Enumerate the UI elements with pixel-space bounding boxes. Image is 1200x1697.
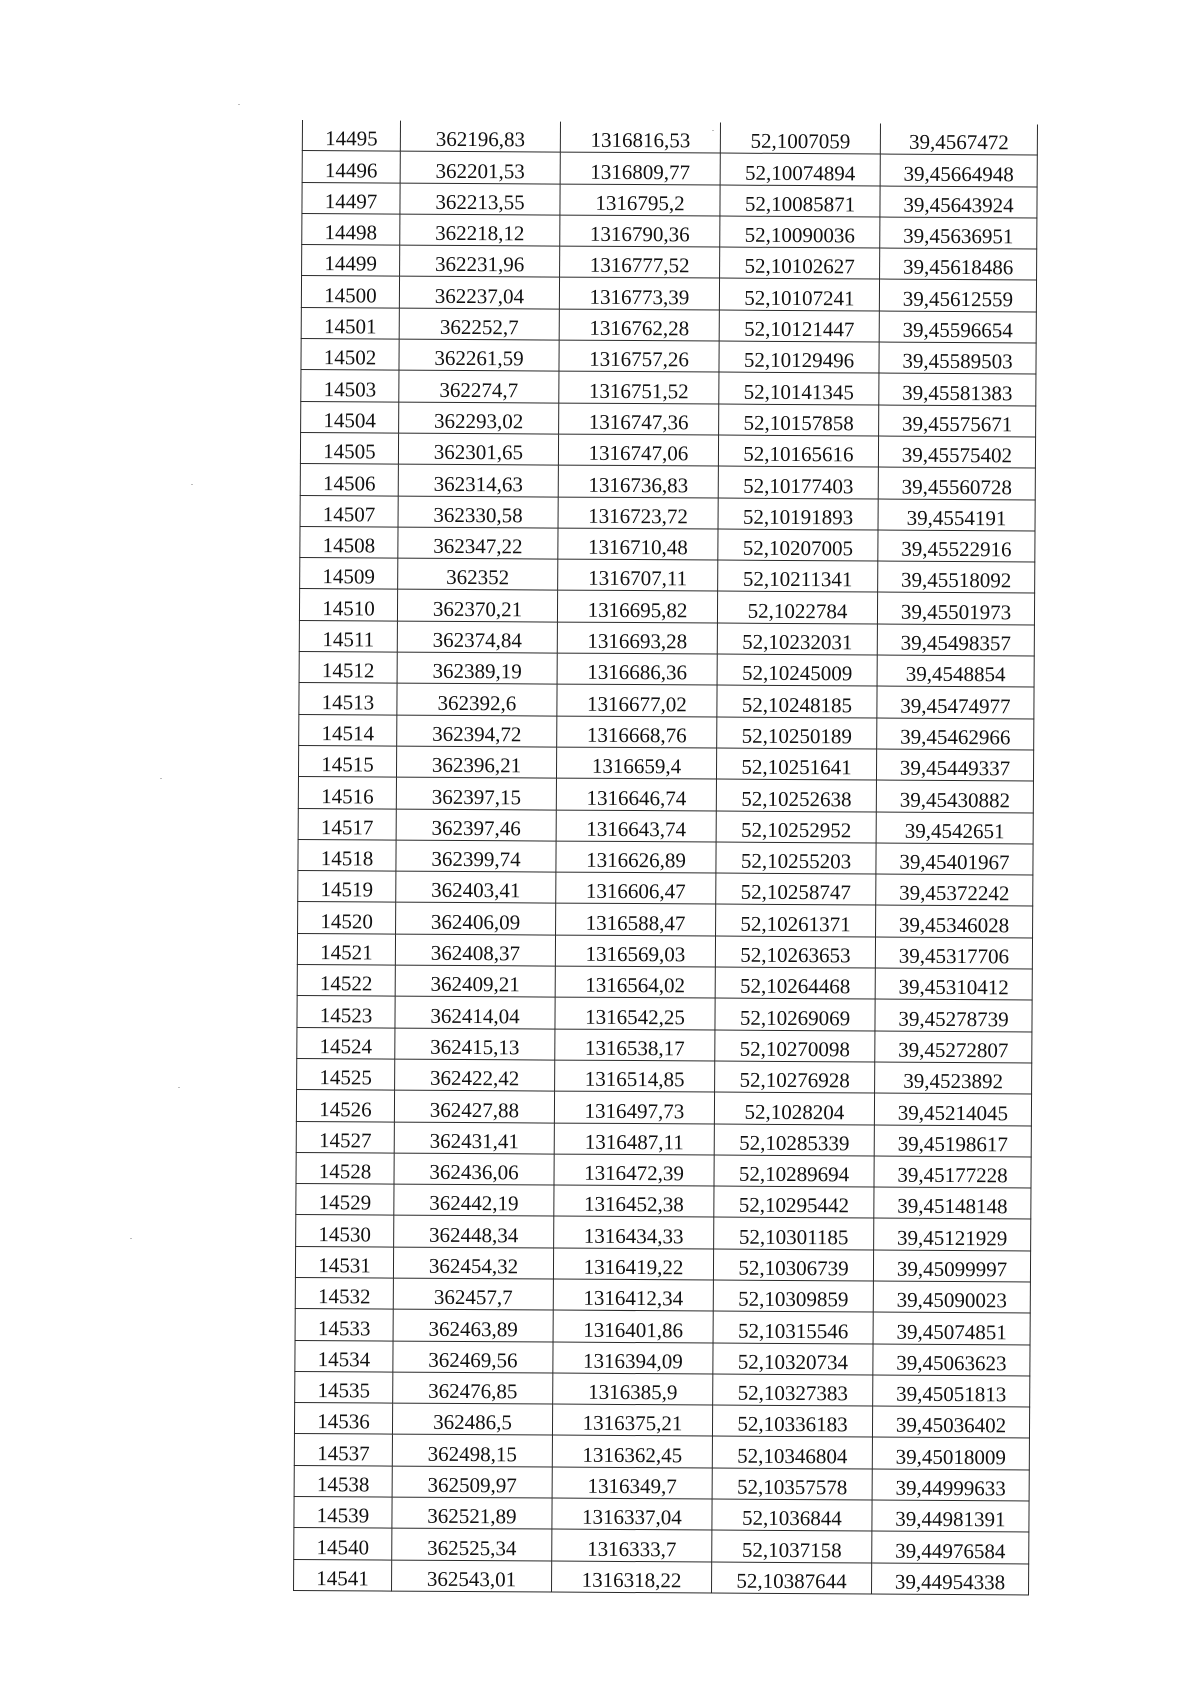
latitude-cell: 52,10270098 <box>715 1030 875 1062</box>
table-row <box>302 151 1037 187</box>
longitude-cell: 39,45272807 <box>875 1031 1032 1063</box>
point-number-cell: 14527 <box>296 1121 394 1153</box>
y-coordinate-cell: 1316514,85 <box>555 1060 715 1092</box>
longitude-cell: 39,45346028 <box>876 905 1033 937</box>
point-number-cell: 14514 <box>299 714 397 746</box>
point-number-cell: 14518 <box>298 839 396 871</box>
table-row <box>294 1434 1029 1470</box>
point-number-cell: 14504 <box>301 401 399 433</box>
y-coordinate-cell: 1316419,22 <box>553 1248 713 1280</box>
x-coordinate-cell: 362454,32 <box>393 1247 553 1279</box>
longitude-cell: 39,45278739 <box>875 999 1032 1031</box>
point-number-cell: 14523 <box>297 996 395 1028</box>
x-coordinate-cell: 362196,83 <box>400 121 560 153</box>
longitude-cell: 39,45198617 <box>874 1125 1031 1157</box>
y-coordinate-cell: 1316394,09 <box>553 1342 713 1374</box>
point-number-cell: 14497 <box>302 182 400 214</box>
longitude-cell: 39,45636951 <box>880 217 1037 249</box>
longitude-cell: 39,45090023 <box>873 1281 1030 1313</box>
point-number-cell: 14511 <box>299 620 397 652</box>
longitude-cell: 39,45036402 <box>872 1406 1029 1438</box>
point-number-cell: 14510 <box>299 589 397 621</box>
point-number-cell: 14525 <box>297 1058 395 1090</box>
table-row <box>297 996 1032 1032</box>
y-coordinate-cell: 1316569,03 <box>555 935 715 967</box>
y-coordinate-cell: 1316693,28 <box>557 622 717 654</box>
y-coordinate-cell: 1316385,9 <box>553 1373 713 1405</box>
point-number-cell: 14506 <box>300 464 398 496</box>
x-coordinate-cell: 362403,41 <box>396 871 556 903</box>
longitude-cell: 39,45401967 <box>876 843 1033 875</box>
y-coordinate-cell: 1316773,39 <box>559 278 719 310</box>
longitude-cell: 39,4523892 <box>875 1062 1032 1094</box>
x-coordinate-cell: 362406,09 <box>396 903 556 935</box>
latitude-cell: 52,10251641 <box>716 748 876 780</box>
longitude-cell: 39,45575671 <box>879 405 1036 437</box>
table-row <box>298 839 1033 875</box>
longitude-cell: 39,4542651 <box>876 812 1033 844</box>
x-coordinate-cell: 362374,84 <box>397 621 557 653</box>
latitude-cell: 52,10245009 <box>717 654 877 686</box>
table-row <box>296 1090 1031 1126</box>
latitude-cell: 52,10261371 <box>716 904 876 936</box>
point-number-cell: 14521 <box>297 933 395 965</box>
longitude-cell: 39,45051813 <box>873 1375 1030 1407</box>
longitude-cell: 39,4548854 <box>877 655 1034 687</box>
x-coordinate-cell: 362252,7 <box>399 308 559 340</box>
x-coordinate-cell: 362457,7 <box>393 1278 553 1310</box>
x-coordinate-cell: 362218,12 <box>400 214 560 246</box>
x-coordinate-cell: 362448,34 <box>394 1215 554 1247</box>
y-coordinate-cell: 1316626,89 <box>556 841 716 873</box>
latitude-cell: 52,10074894 <box>720 153 880 185</box>
latitude-cell: 52,10255203 <box>716 842 876 874</box>
longitude-cell: 39,45462966 <box>877 718 1034 750</box>
scan-speck <box>191 484 193 485</box>
latitude-cell: 52,10336183 <box>712 1405 872 1437</box>
scan-speck <box>178 1087 180 1088</box>
point-number-cell: 14499 <box>302 245 400 277</box>
point-number-cell: 14513 <box>299 683 397 715</box>
y-coordinate-cell: 1316809,77 <box>560 152 720 184</box>
y-coordinate-cell: 1316710,48 <box>558 528 718 560</box>
x-coordinate-cell: 362463,89 <box>393 1309 553 1341</box>
y-coordinate-cell: 1316472,39 <box>554 1154 714 1186</box>
table-row <box>295 1340 1030 1376</box>
latitude-cell: 52,10207005 <box>718 529 878 561</box>
longitude-cell: 39,45596654 <box>879 311 1036 343</box>
table-row <box>301 307 1036 343</box>
point-number-cell: 14537 <box>294 1434 392 1466</box>
x-coordinate-cell: 362201,53 <box>400 151 560 183</box>
x-coordinate-cell: 362274,7 <box>399 370 559 402</box>
x-coordinate-cell: 362261,59 <box>399 339 559 371</box>
latitude-cell: 52,10263653 <box>715 936 875 968</box>
latitude-cell: 52,10320734 <box>713 1343 873 1375</box>
y-coordinate-cell: 1316434,33 <box>554 1216 714 1248</box>
y-coordinate-cell: 1316318,22 <box>552 1561 712 1593</box>
x-coordinate-cell: 362427,88 <box>394 1090 554 1122</box>
latitude-cell: 52,10252952 <box>716 811 876 843</box>
longitude-cell: 39,45449337 <box>876 749 1033 781</box>
longitude-cell: 39,45664948 <box>880 154 1037 186</box>
table-row <box>301 370 1036 406</box>
coordinates-table <box>293 120 1038 1595</box>
longitude-cell: 39,4554191 <box>878 499 1035 531</box>
longitude-cell: 39,44954338 <box>872 1563 1029 1595</box>
table-row <box>300 464 1035 500</box>
longitude-cell: 39,45099997 <box>873 1250 1030 1282</box>
point-number-cell: 14528 <box>296 1152 394 1184</box>
y-coordinate-cell: 1316695,82 <box>557 591 717 623</box>
y-coordinate-cell: 1316349,7 <box>552 1467 712 1499</box>
x-coordinate-cell: 362347,22 <box>398 527 558 559</box>
latitude-cell: 52,10232031 <box>717 623 877 655</box>
point-number-cell: 14524 <box>297 1027 395 1059</box>
latitude-cell: 52,10346804 <box>712 1437 872 1469</box>
y-coordinate-cell: 1316497,73 <box>554 1091 714 1123</box>
y-coordinate-cell: 1316538,17 <box>555 1029 715 1061</box>
longitude-cell: 39,45317706 <box>875 937 1032 969</box>
point-number-cell: 14512 <box>299 652 397 684</box>
point-number-cell: 14505 <box>300 432 398 464</box>
y-coordinate-cell: 1316659,4 <box>556 747 716 779</box>
y-coordinate-cell: 1316686,36 <box>557 653 717 685</box>
y-coordinate-cell: 1316362,45 <box>552 1436 712 1468</box>
y-coordinate-cell: 1316401,86 <box>553 1310 713 1342</box>
table-row <box>299 589 1034 625</box>
x-coordinate-cell: 362213,55 <box>400 183 560 215</box>
longitude-cell: 39,45018009 <box>872 1437 1029 1469</box>
y-coordinate-cell: 1316668,76 <box>557 716 717 748</box>
latitude-cell: 52,10177403 <box>718 466 878 498</box>
table-row <box>298 902 1033 938</box>
latitude-cell: 52,10276928 <box>715 1061 875 1093</box>
x-coordinate-cell: 362397,46 <box>396 809 556 841</box>
y-coordinate-cell: 1316542,25 <box>555 997 715 1029</box>
latitude-cell: 52,1036844 <box>712 1499 872 1531</box>
y-coordinate-cell: 1316751,52 <box>559 371 719 403</box>
longitude-cell: 39,45518092 <box>878 561 1035 593</box>
latitude-cell: 52,10248185 <box>717 685 877 717</box>
latitude-cell: 52,1028204 <box>714 1092 874 1124</box>
x-coordinate-cell: 362389,19 <box>397 652 557 684</box>
x-coordinate-cell: 362543,01 <box>392 1560 552 1592</box>
table-row <box>295 1246 1030 1282</box>
table-row <box>294 1403 1029 1439</box>
coordinates-table-body <box>294 120 1038 1595</box>
table-row <box>297 933 1032 969</box>
table-row <box>297 1058 1032 1094</box>
point-number-cell: 14536 <box>294 1403 392 1435</box>
table-row <box>297 1027 1032 1063</box>
table-row <box>294 1465 1029 1501</box>
y-coordinate-cell: 1316777,52 <box>560 246 720 278</box>
y-coordinate-cell: 1316643,74 <box>556 810 716 842</box>
point-number-cell: 14539 <box>294 1497 392 1529</box>
latitude-cell: 52,10315546 <box>713 1311 873 1343</box>
point-number-cell: 14517 <box>298 808 396 840</box>
table-row <box>301 401 1036 437</box>
longitude-cell: 39,44999633 <box>872 1469 1029 1501</box>
y-coordinate-cell: 1316333,7 <box>552 1529 712 1561</box>
y-coordinate-cell: 1316736,83 <box>558 465 718 497</box>
table-row <box>296 1152 1031 1188</box>
latitude-cell: 52,10327383 <box>713 1374 873 1406</box>
table-row <box>298 777 1033 813</box>
longitude-cell: 39,45575402 <box>878 436 1035 468</box>
point-number-cell: 14522 <box>297 965 395 997</box>
x-coordinate-cell: 362431,41 <box>394 1122 554 1154</box>
table-row <box>300 526 1035 562</box>
table-row <box>301 339 1036 375</box>
latitude-cell: 52,10129496 <box>719 341 879 373</box>
longitude-cell: 39,45581383 <box>879 373 1036 405</box>
x-coordinate-cell: 362396,21 <box>396 746 556 778</box>
point-number-cell: 14503 <box>301 370 399 402</box>
x-coordinate-cell: 362370,21 <box>397 590 557 622</box>
point-number-cell: 14502 <box>301 339 399 371</box>
longitude-cell: 39,45121929 <box>874 1218 1031 1250</box>
x-coordinate-cell: 362415,13 <box>395 1028 555 1060</box>
latitude-cell: 52,10301185 <box>714 1217 874 1249</box>
point-number-cell: 14531 <box>295 1246 393 1278</box>
y-coordinate-cell: 1316606,47 <box>556 872 716 904</box>
y-coordinate-cell: 1316487,11 <box>554 1123 714 1155</box>
longitude-cell: 39,45430882 <box>876 780 1033 812</box>
point-number-cell: 14520 <box>298 902 396 934</box>
longitude-cell: 39,45063623 <box>873 1344 1030 1376</box>
latitude-cell: 52,10085871 <box>720 185 880 217</box>
table-row <box>294 1497 1029 1533</box>
x-coordinate-cell: 362521,89 <box>392 1497 552 1529</box>
table-row <box>294 1528 1029 1564</box>
latitude-cell: 52,10141345 <box>719 372 879 404</box>
y-coordinate-cell: 1316337,04 <box>552 1498 712 1530</box>
scan-speck <box>160 778 162 779</box>
table-row <box>296 1184 1031 1220</box>
table-row <box>300 558 1035 594</box>
point-number-cell: 14530 <box>296 1215 394 1247</box>
longitude-cell: 39,4567472 <box>880 124 1037 156</box>
x-coordinate-cell: 362293,02 <box>399 402 559 434</box>
x-coordinate-cell: 362399,74 <box>396 840 556 872</box>
latitude-cell: 52,10306739 <box>713 1249 873 1281</box>
point-number-cell: 14496 <box>302 151 400 183</box>
longitude-cell: 39,45310412 <box>875 968 1032 1000</box>
table-row <box>299 714 1034 750</box>
table-row <box>296 1215 1031 1251</box>
table-row <box>295 1277 1030 1313</box>
longitude-cell: 39,45618486 <box>880 248 1037 280</box>
longitude-cell: 39,45522916 <box>878 530 1035 562</box>
y-coordinate-cell: 1316757,26 <box>559 340 719 372</box>
table-row <box>302 245 1037 281</box>
latitude-cell: 52,10258747 <box>716 873 876 905</box>
table-row <box>299 683 1034 719</box>
latitude-cell: 52,1007059 <box>720 123 880 155</box>
latitude-cell: 52,10264468 <box>715 967 875 999</box>
longitude-cell: 39,45501973 <box>877 592 1034 624</box>
latitude-cell: 52,10165616 <box>718 435 878 467</box>
x-coordinate-cell: 362476,85 <box>393 1372 553 1404</box>
latitude-cell: 52,10357578 <box>712 1468 872 1500</box>
longitude-cell: 39,45498357 <box>877 624 1034 656</box>
table-row <box>298 808 1033 844</box>
x-coordinate-cell: 362442,19 <box>394 1184 554 1216</box>
scan-speck <box>238 104 240 105</box>
longitude-cell: 39,45074851 <box>873 1312 1030 1344</box>
x-coordinate-cell: 362486,5 <box>392 1403 552 1435</box>
scan-speck <box>130 1238 132 1239</box>
latitude-cell: 52,10121447 <box>719 310 879 342</box>
y-coordinate-cell: 1316795,2 <box>560 184 720 216</box>
latitude-cell: 52,10387644 <box>712 1562 872 1594</box>
point-number-cell: 14500 <box>301 276 399 308</box>
longitude-cell: 39,45612559 <box>879 280 1036 312</box>
point-number-cell: 14532 <box>295 1277 393 1309</box>
point-number-cell: 14538 <box>294 1465 392 1497</box>
y-coordinate-cell: 1316452,38 <box>554 1185 714 1217</box>
x-coordinate-cell: 362394,72 <box>397 715 557 747</box>
latitude-cell: 52,10285339 <box>714 1124 874 1156</box>
table-row <box>295 1371 1030 1407</box>
point-number-cell: 14516 <box>298 777 396 809</box>
latitude-cell: 52,10090036 <box>720 216 880 248</box>
x-coordinate-cell: 362352 <box>398 558 558 590</box>
x-coordinate-cell: 362237,04 <box>399 277 559 309</box>
x-coordinate-cell: 362525,34 <box>392 1528 552 1560</box>
point-number-cell: 14529 <box>296 1184 394 1216</box>
point-number-cell: 14533 <box>295 1309 393 1341</box>
latitude-cell: 52,10191893 <box>718 498 878 530</box>
x-coordinate-cell: 362469,56 <box>393 1341 553 1373</box>
table-row <box>298 745 1033 781</box>
table-row <box>302 120 1037 155</box>
x-coordinate-cell: 362509,97 <box>392 1466 552 1498</box>
x-coordinate-cell: 362436,06 <box>394 1153 554 1185</box>
y-coordinate-cell: 1316588,47 <box>556 903 716 935</box>
y-coordinate-cell: 1316762,28 <box>559 309 719 341</box>
latitude-cell: 52,10269069 <box>715 998 875 1030</box>
y-coordinate-cell: 1316646,74 <box>556 778 716 810</box>
table-row <box>299 620 1034 656</box>
longitude-cell: 39,44976584 <box>872 1531 1029 1563</box>
point-number-cell: 14509 <box>300 558 398 590</box>
latitude-cell: 52,10250189 <box>717 717 877 749</box>
table-row <box>302 182 1037 218</box>
latitude-cell: 52,10211341 <box>718 560 878 592</box>
point-number-cell: 14515 <box>298 745 396 777</box>
x-coordinate-cell: 362414,04 <box>395 996 555 1028</box>
x-coordinate-cell: 362409,21 <box>395 965 555 997</box>
x-coordinate-cell: 362498,15 <box>392 1435 552 1467</box>
point-number-cell: 14508 <box>300 526 398 558</box>
point-number-cell: 14534 <box>295 1340 393 1372</box>
longitude-cell: 39,45643924 <box>880 186 1037 218</box>
table-row <box>300 432 1035 468</box>
latitude-cell: 52,10252638 <box>716 779 876 811</box>
x-coordinate-cell: 362408,37 <box>395 934 555 966</box>
point-number-cell: 14535 <box>295 1371 393 1403</box>
longitude-cell: 39,45560728 <box>878 467 1035 499</box>
y-coordinate-cell: 1316723,72 <box>558 497 718 529</box>
latitude-cell: 52,1022784 <box>717 592 877 624</box>
table-row <box>299 652 1034 688</box>
latitude-cell: 52,10289694 <box>714 1155 874 1187</box>
y-coordinate-cell: 1316707,11 <box>558 559 718 591</box>
point-number-cell: 14495 <box>302 120 400 151</box>
point-number-cell: 14501 <box>301 307 399 339</box>
x-coordinate-cell: 362314,63 <box>398 464 558 496</box>
x-coordinate-cell: 362422,42 <box>395 1059 555 1091</box>
latitude-cell: 52,1037158 <box>712 1530 872 1562</box>
point-number-cell: 14498 <box>302 213 400 245</box>
latitude-cell: 52,10295442 <box>714 1186 874 1218</box>
y-coordinate-cell: 1316375,21 <box>552 1404 712 1436</box>
y-coordinate-cell: 1316790,36 <box>560 215 720 247</box>
y-coordinate-cell: 1316747,36 <box>559 403 719 435</box>
x-coordinate-cell: 362330,58 <box>398 496 558 528</box>
x-coordinate-cell: 362231,96 <box>400 245 560 277</box>
y-coordinate-cell: 1316747,06 <box>558 434 718 466</box>
x-coordinate-cell: 362392,6 <box>397 683 557 715</box>
longitude-cell: 39,45148148 <box>874 1187 1031 1219</box>
latitude-cell: 52,10107241 <box>719 279 879 311</box>
latitude-cell: 52,10102627 <box>720 247 880 279</box>
point-number-cell: 14519 <box>298 871 396 903</box>
table-row <box>301 276 1036 312</box>
longitude-cell: 39,44981391 <box>872 1500 1029 1532</box>
point-number-cell: 14507 <box>300 495 398 527</box>
table-row <box>300 495 1035 531</box>
longitude-cell: 39,45214045 <box>874 1093 1031 1125</box>
longitude-cell: 39,45177228 <box>874 1156 1031 1188</box>
y-coordinate-cell: 1316412,34 <box>553 1279 713 1311</box>
table-row <box>294 1559 1029 1595</box>
y-coordinate-cell: 1316564,02 <box>555 966 715 998</box>
y-coordinate-cell: 1316816,53 <box>560 122 720 154</box>
table-row <box>296 1121 1031 1157</box>
x-coordinate-cell: 362397,15 <box>396 777 556 809</box>
latitude-cell: 52,10157858 <box>719 404 879 436</box>
point-number-cell: 14541 <box>294 1559 392 1591</box>
x-coordinate-cell: 362301,65 <box>398 433 558 465</box>
table-row <box>298 871 1033 907</box>
table-row <box>302 213 1037 249</box>
point-number-cell: 14540 <box>294 1528 392 1560</box>
longitude-cell: 39,45372242 <box>876 874 1033 906</box>
y-coordinate-cell: 1316677,02 <box>557 684 717 716</box>
table-row <box>297 965 1032 1001</box>
point-number-cell: 14526 <box>296 1090 394 1122</box>
longitude-cell: 39,45589503 <box>879 342 1036 374</box>
longitude-cell: 39,45474977 <box>877 686 1034 718</box>
table-row <box>295 1309 1030 1345</box>
latitude-cell: 52,10309859 <box>713 1280 873 1312</box>
